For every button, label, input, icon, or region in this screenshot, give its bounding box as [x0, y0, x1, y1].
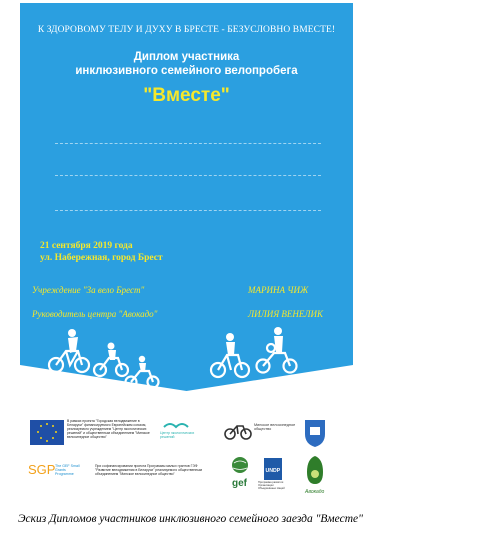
bicycle-logo-icon: [225, 426, 251, 439]
avocado-logo-label: Авокадо: [305, 489, 325, 495]
diploma-date: 21 сентября 2019 года: [40, 241, 133, 251]
gef-globe-icon: [232, 457, 248, 473]
gef-logo: gef: [232, 478, 247, 489]
avocado-logo-icon: [307, 456, 323, 484]
diploma-sheet: [20, 3, 353, 391]
sgp-logo: SGP: [28, 462, 56, 477]
diploma-slogan: К ЗДОРОВОМУ ТЕЛУ И ДУХУ В БРЕСТЕ - БЕЗУСЛОВНО ВМЕСТЕ!: [37, 25, 336, 35]
sgp-project-text: При софинансировании проекта Программы малых грантов ГЭФ "Развитие велодвижения в Беларуси" реализуемого общественным объединением "Минское велосипедное общество": [95, 464, 202, 476]
name-line-1: [55, 143, 321, 144]
figure-caption: Эскиз Дипломов участников инклюзивного семейного заезда "Вместе": [18, 513, 363, 525]
city-coat-of-arms-icon: [305, 420, 325, 447]
mvo-logo-label: Минское велосипедное общество: [254, 423, 296, 432]
sgp-sub-label: The GEF Small Grants Programme: [55, 464, 80, 477]
signature-role-1: Учреждение "За вело Брест": [32, 285, 145, 295]
sponsor-logos-strip: [0, 413, 487, 503]
undp-logo: UNDP: [265, 468, 281, 474]
signature-role-2: Руководитель центра "Авокадо": [32, 309, 158, 319]
name-line-2: [55, 175, 321, 176]
diploma-title-line2: инклюзивного семейного велопробега: [75, 65, 298, 77]
center-logo-label: Центр экологических решений: [160, 431, 195, 439]
eu-flag-icon: [30, 420, 64, 445]
eu-project-text: В рамках проекта "Городская велодвижение в Беларуси" финансируемого Европейским союзом, реализуемого учреждением "Центр экологических решений" и общественным объединением "Минское велосипедное общество": [67, 419, 150, 439]
center-logo-icon: [164, 424, 188, 427]
name-line-3: [55, 210, 321, 211]
signature-name-2: ЛИЛИЯ ВЕНЕЛИК: [248, 309, 323, 319]
diploma-place: ул. Набережная, город Брест: [40, 253, 163, 263]
diploma-event-name: "Вместе": [143, 85, 230, 106]
signature-name-1: МАРИНА ЧИЖ: [248, 285, 309, 295]
diploma-title-line1: Диплом участника: [133, 51, 240, 63]
undp-sub-label: Программа развития Организации Объединённых Наций: [258, 481, 285, 490]
